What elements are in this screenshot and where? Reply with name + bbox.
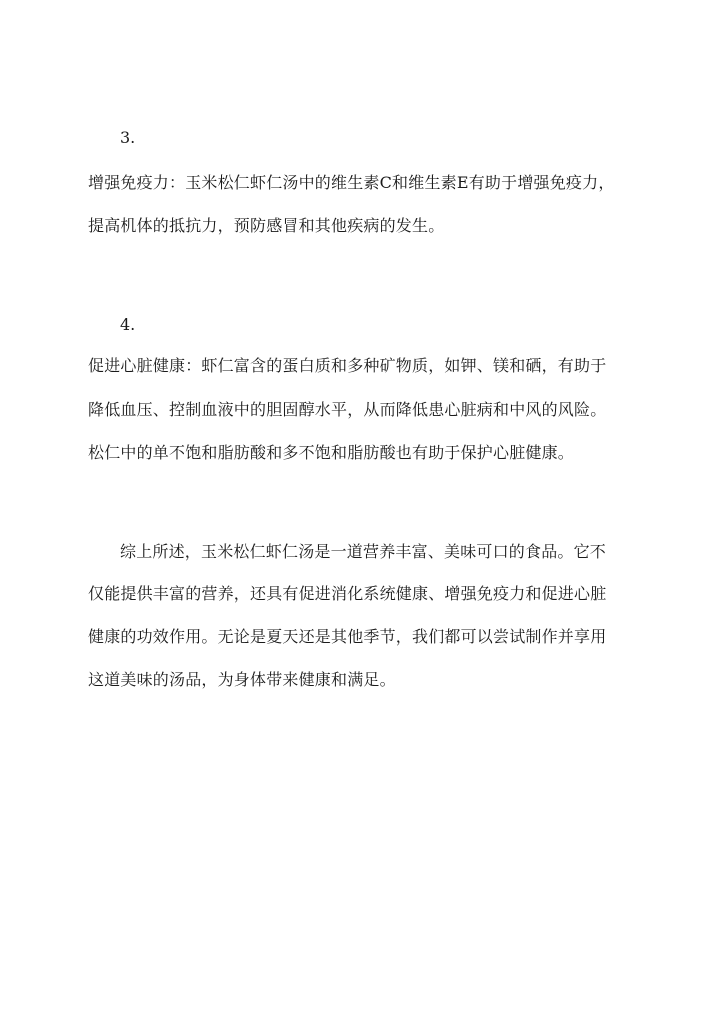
paragraph-line: 增强免疫力：玉米松仁虾仁汤中的维生素C和维生素E有助于增强免疫力，: [88, 173, 615, 192]
item-number-4: 4.: [120, 315, 136, 334]
paragraph-line: 提高机体的抵抗力，预防感冒和其他疾病的发生。: [88, 216, 445, 235]
conclusion-line: 综上所述，玉米松仁虾仁汤是一道营养丰富、美味可口的食品。它不: [120, 542, 607, 561]
paragraph-line: 降低血压、控制血液中的胆固醇水平，从而降低患心脏病和中风的风险。: [88, 400, 607, 419]
conclusion-line: 健康的功效作用。无论是夏天还是其他季节，我们都可以尝试制作并享用: [88, 627, 607, 646]
paragraph-line: 促进心脏健康：虾仁富含的蛋白质和多种矿物质，如钾、镁和硒，有助于: [88, 356, 607, 375]
paragraph-line: 松仁中的单不饱和脂肪酸和多不饱和脂肪酸也有助于保护心脏健康。: [88, 443, 575, 462]
item-number-3: 3.: [120, 128, 136, 147]
conclusion-line: 这道美味的汤品，为身体带来健康和满足。: [88, 670, 396, 689]
conclusion-line: 仅能提供丰富的营养，还具有促进消化系统健康、增强免疫力和促进心脏: [88, 584, 607, 603]
